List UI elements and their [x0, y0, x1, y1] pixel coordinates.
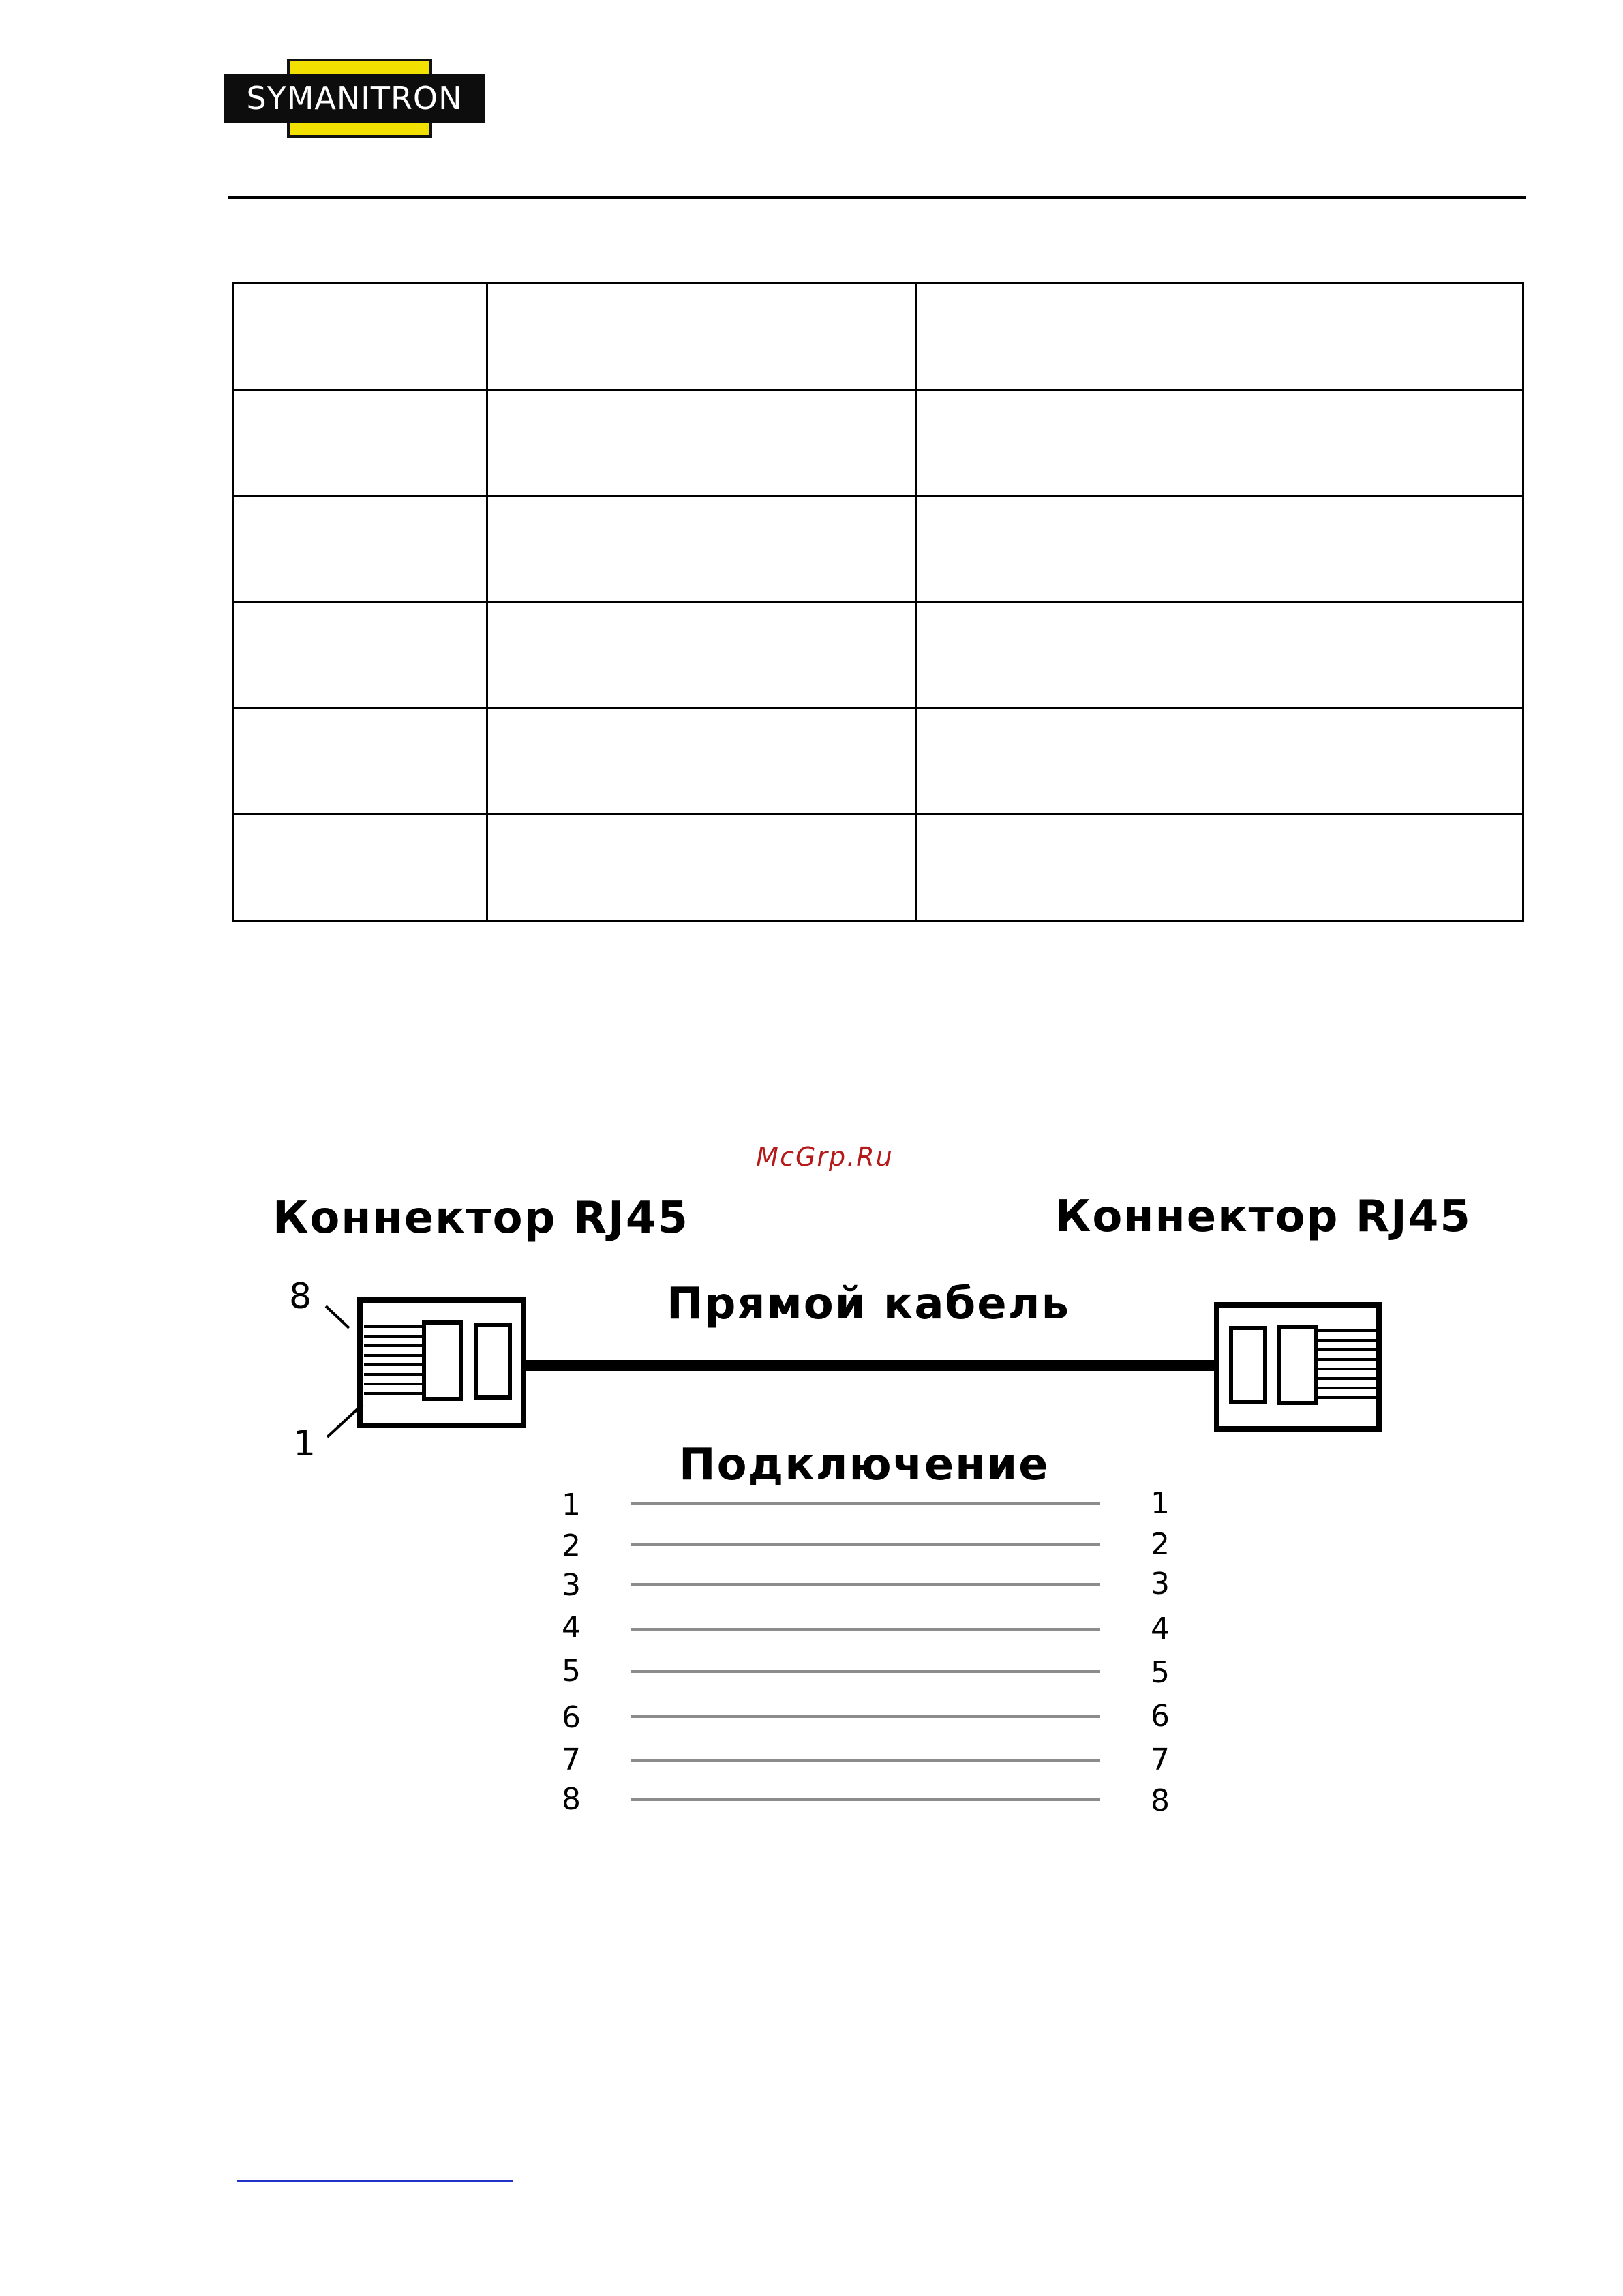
pin-left-3: 3 [562, 1568, 581, 1603]
pin8-label: 8 [289, 1276, 312, 1317]
pin-right-2: 2 [1151, 1527, 1170, 1562]
pin-left-5: 5 [562, 1654, 581, 1689]
pin1-label: 1 [293, 1423, 316, 1464]
pin-right-5: 5 [1151, 1655, 1170, 1690]
right-connector-title: Коннектор RJ45 [1055, 1192, 1472, 1242]
pin-right-8: 8 [1151, 1783, 1170, 1818]
pin-right-3: 3 [1151, 1567, 1170, 1601]
wiring-title: Подключение [679, 1440, 1050, 1490]
pin-left-4: 4 [562, 1610, 581, 1645]
pin-left-8: 8 [562, 1782, 581, 1817]
right-rj45-connector-icon [1217, 1305, 1379, 1429]
cable-label: Прямой кабель [667, 1279, 1070, 1329]
pin8-pointer [326, 1306, 349, 1328]
pin-left-7: 7 [562, 1742, 581, 1777]
pin-left-1: 1 [562, 1487, 581, 1522]
pin-right-4: 4 [1151, 1612, 1170, 1646]
pin-right-1: 1 [1151, 1486, 1170, 1521]
watermark[interactable]: McGrp.Ru [756, 1142, 894, 1172]
pin-right-7: 7 [1151, 1742, 1170, 1777]
left-rj45-connector-icon [360, 1300, 524, 1425]
pin-right-6: 6 [1151, 1699, 1170, 1734]
pin-left-6: 6 [562, 1700, 581, 1735]
wiring-lines [631, 1504, 1100, 1800]
pin-left-2: 2 [562, 1528, 581, 1563]
logo-text: SYMANITRON [246, 80, 463, 117]
footnote-rule [237, 2180, 513, 2182]
left-connector-title: Коннектор RJ45 [273, 1193, 689, 1243]
